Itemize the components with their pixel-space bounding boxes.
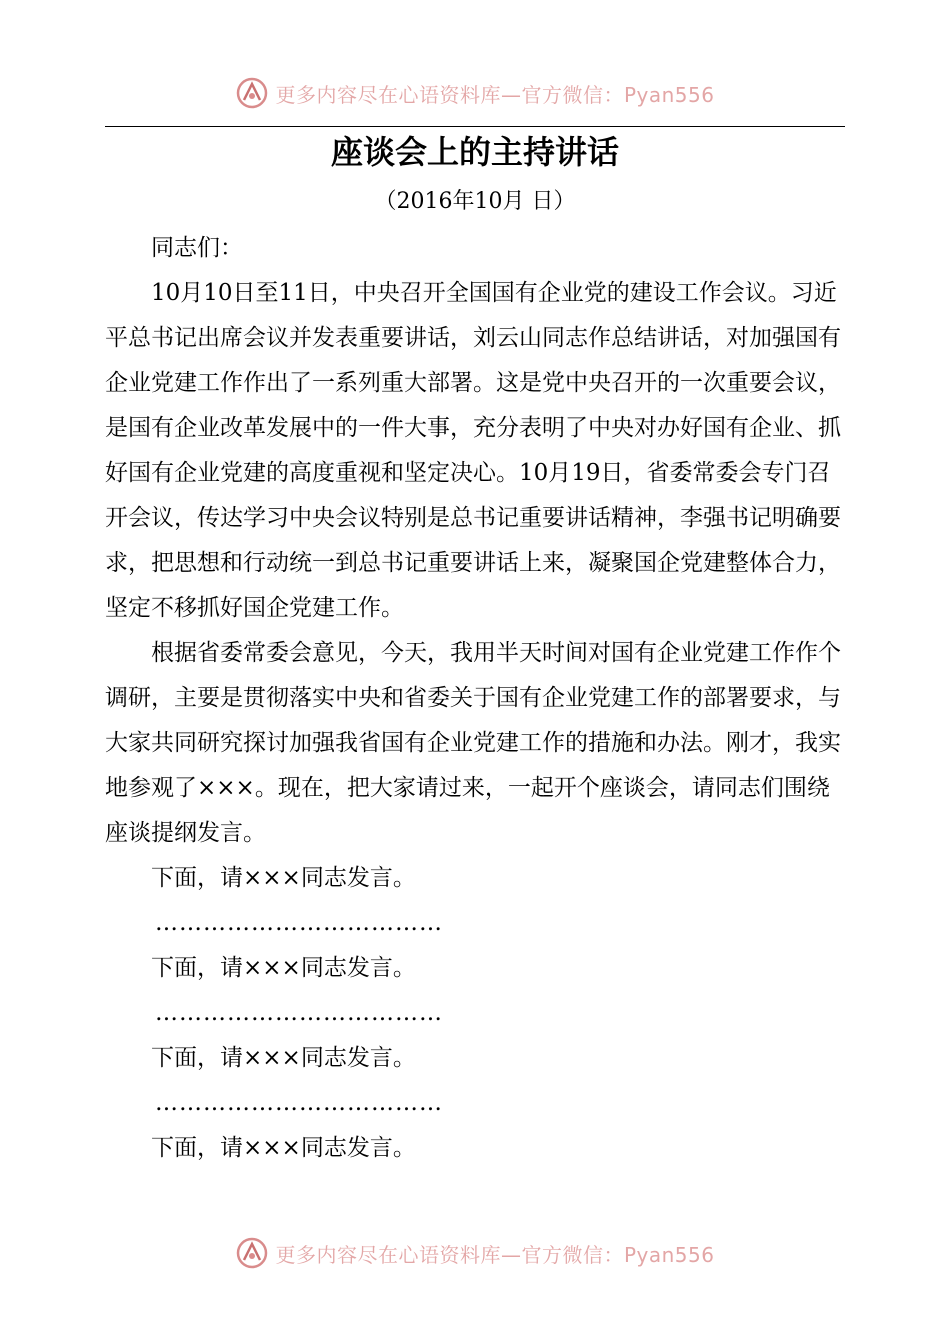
speaker-line: 下面，请×××同志发言。 xyxy=(151,865,416,891)
page-header xyxy=(0,68,950,118)
header-divider xyxy=(105,126,845,127)
brand-logo-icon xyxy=(235,76,269,110)
salutation: 同志们： xyxy=(151,235,243,261)
header-brand-text: 更多内容尽在心语资料库—官方微信：Pyan556 xyxy=(275,82,715,107)
paragraph: 根据省委常委会意见，今天，我用半天时间对国有企业党建工作作个调研，主要是贯彻落实中央和省委关于国有企业党建工作的部署要求，与大家共同研究探讨加强我省国有企业党建工作的措施和办法。刚才，我实地参观了×××。现在，把大家请过来，一起开个座谈会，请同志们围绕座谈提纲发言。 xyxy=(105,640,841,846)
paragraph: 10月10日至11日，中央召开全国国有企业党的建设工作会议。习近平总书记出席会议并发表重要讲话，刘云山同志作总结讲话，对加强国有企业党建工作作出了一系列重大部署。这是党中央召开的一次重要会议，是国有企业改革发展中的一件大事，充分表明了中央对办好国有企业、抓好国有企业党建的高度重视和坚定决心。10月19日，省委常委会专门召开会议，传达学习中央会议特别是总书记重要讲话精神，李强书记明确要求，把思想和行动统一到总书记重要讲话上来，凝聚国企党建整体合力，坚定不移抓好国企党建工作。 xyxy=(105,280,841,621)
brand-logo-icon xyxy=(235,1236,269,1270)
speaker-line: 下面，请×××同志发言。 xyxy=(151,955,416,981)
document-body xyxy=(105,226,850,1171)
speaker-line: 下面，请×××同志发言。 xyxy=(151,1045,416,1071)
document-date: （2016年10月 日） xyxy=(374,189,576,214)
ellipsis-line: ……………………………… xyxy=(155,1090,443,1116)
footer-brand-text: 更多内容尽在心语资料库—官方微信：Pyan556 xyxy=(275,1242,715,1267)
document-title: 座谈会上的主持讲话 xyxy=(330,133,619,171)
speaker-line: 下面，请×××同志发言。 xyxy=(151,1135,416,1161)
ellipsis-line: ……………………………… xyxy=(155,910,443,936)
page-footer xyxy=(0,1228,950,1278)
ellipsis-line: ……………………………… xyxy=(155,1000,443,1026)
